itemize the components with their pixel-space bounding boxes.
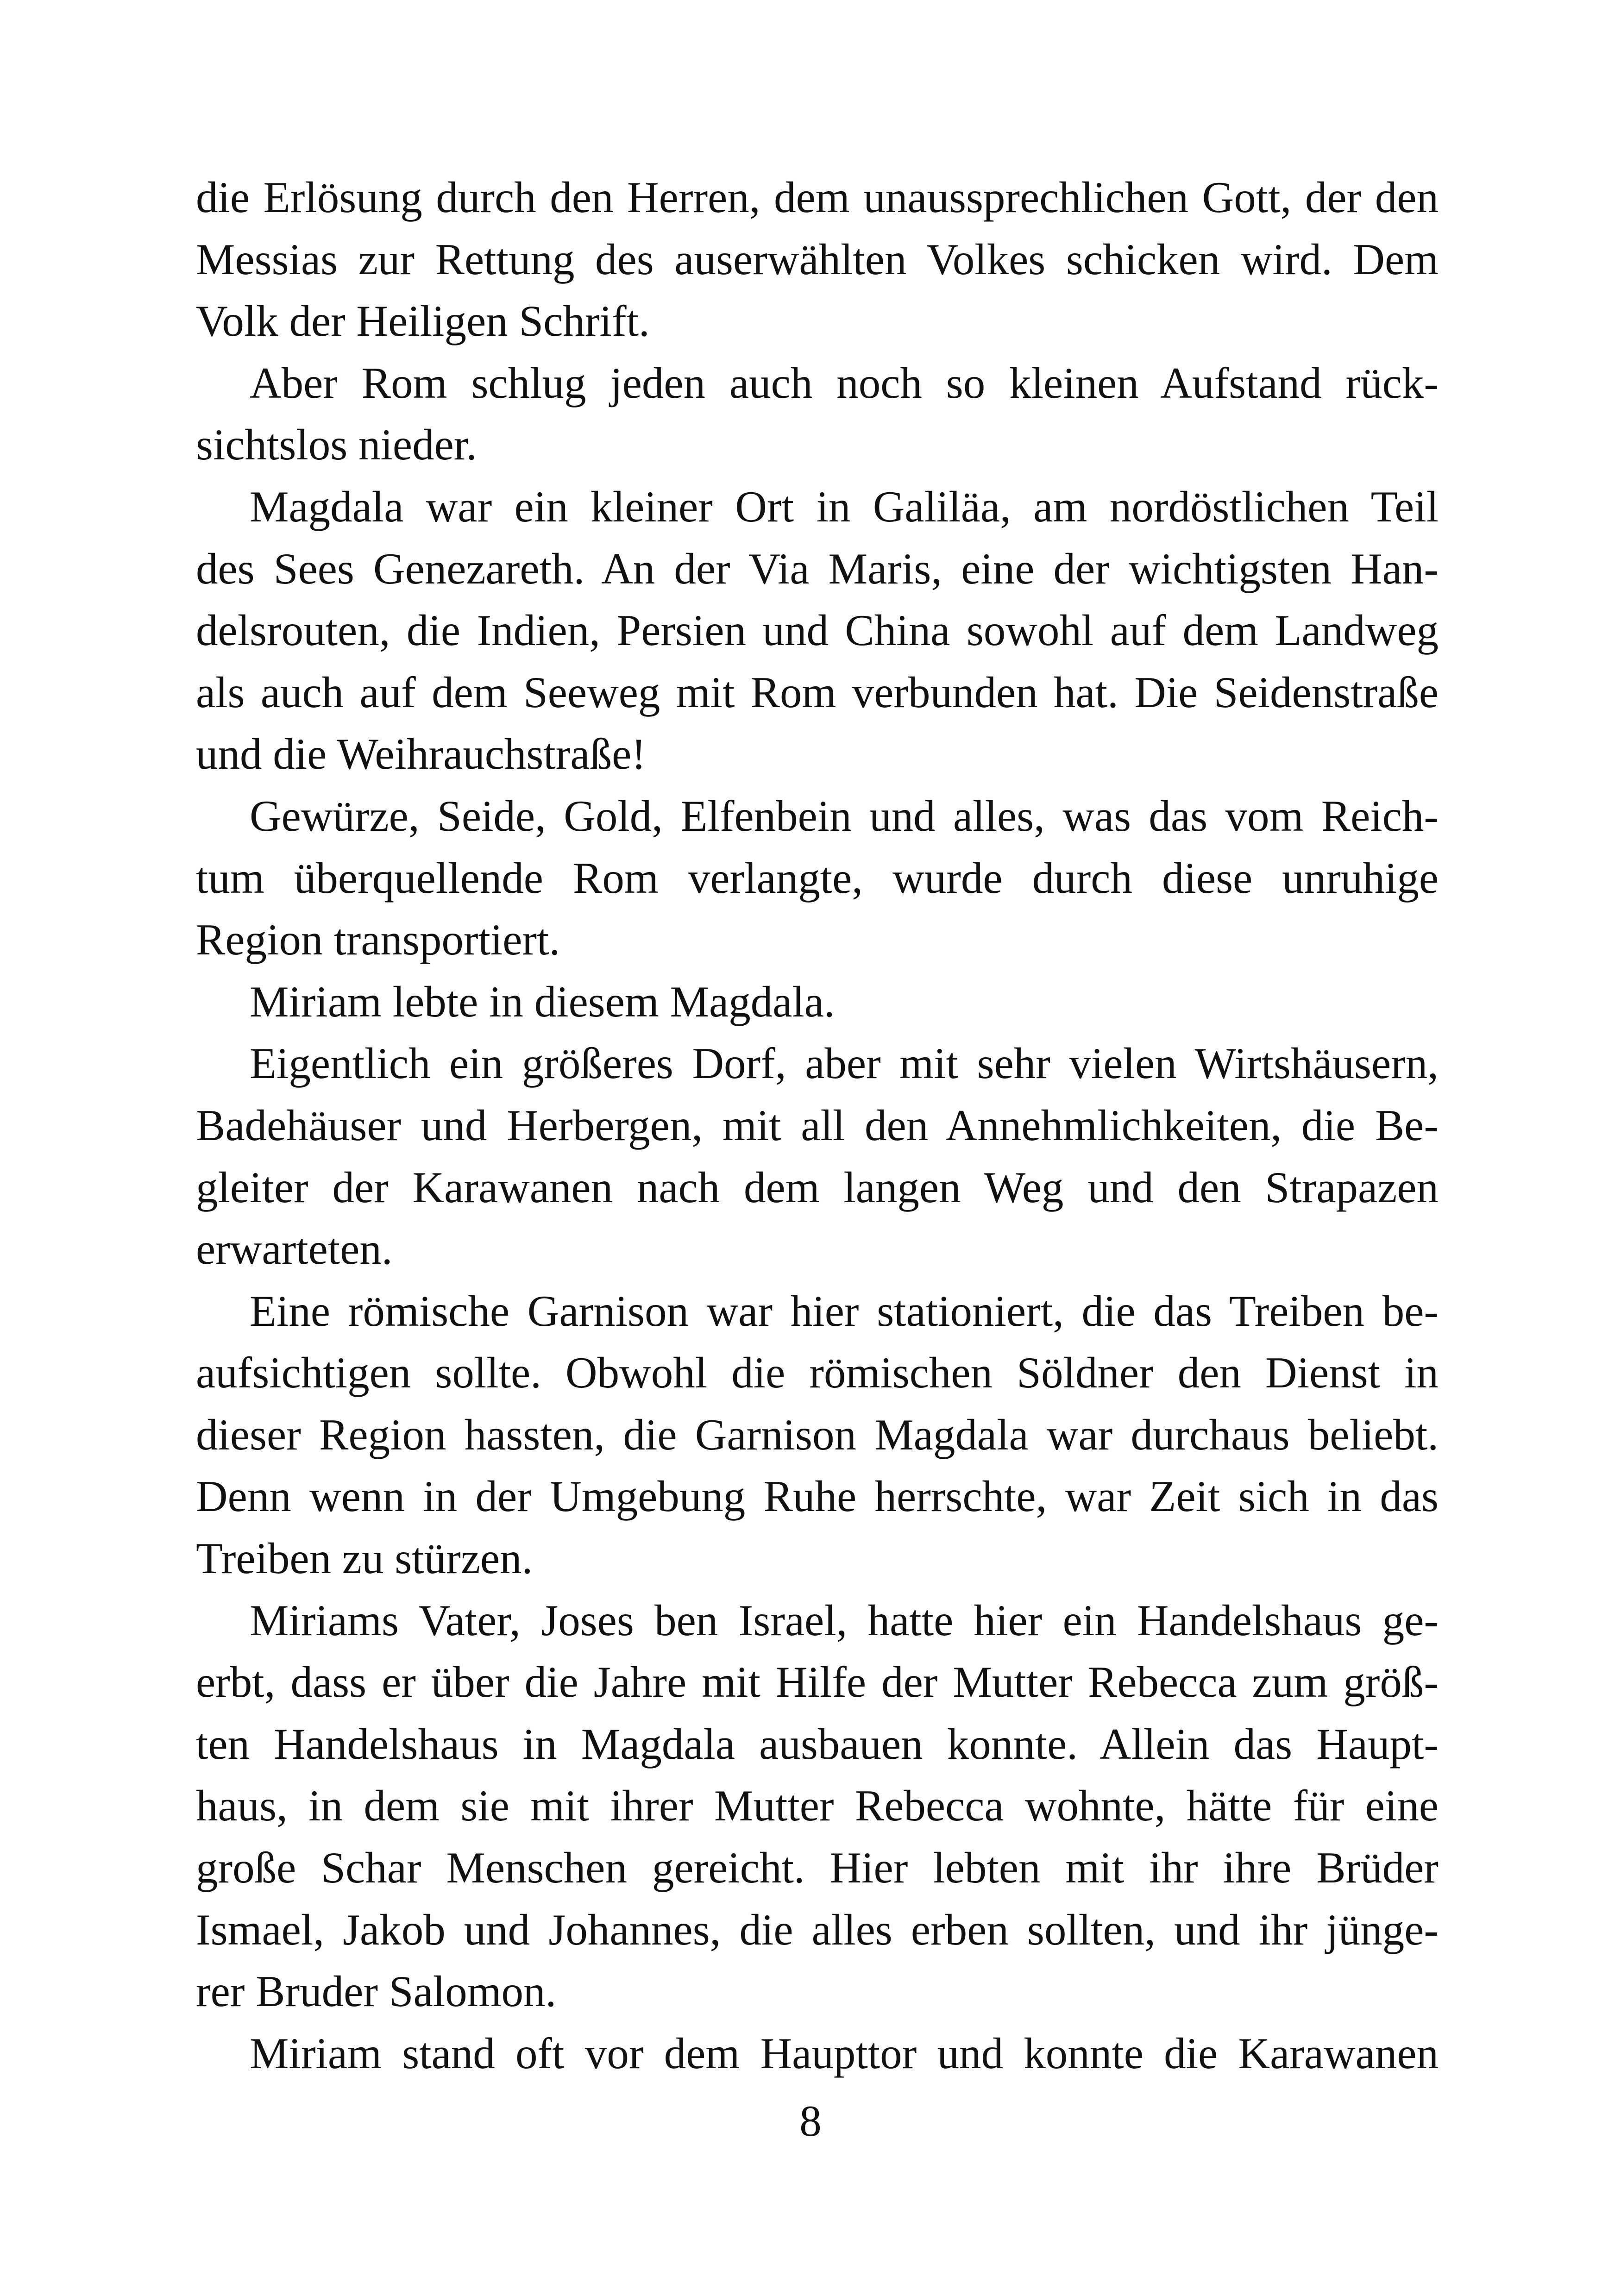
text-line: ten Handelshaus in Magdala ausbauen konnte. Allein das Haupt- [196, 1719, 1439, 1769]
text-line: tum überquellende Rom verlangte, wurde durch diese unruhige [196, 853, 1439, 903]
text-line: Gewürze, Seide, Gold, Elfenbein und alles, was das vom Reich- [250, 791, 1439, 841]
text-line: sichtslos nieder. [196, 420, 477, 470]
text-line: Eine römische Garnison war hier stationiert, die das Treiben be- [250, 1286, 1439, 1336]
text-line: Miriam stand oft vor dem Haupttor und konnte die Karawanen [250, 2028, 1439, 2078]
text-line: Treiben zu stürzen. [196, 1534, 533, 1583]
text-line: Eigentlich ein größeres Dorf, aber mit sehr vielen Wirtshäusern, [250, 1039, 1439, 1088]
page-number: 8 [799, 2096, 822, 2145]
text-line: des Sees Genezareth. An der Via Maris, eine der wichtigsten Han- [196, 544, 1439, 593]
text-line: Ismael, Jakob und Johannes, die alles erben sollten, und ihr jünge- [196, 1905, 1439, 1954]
text-line: und die Weihrauchstraße! [196, 729, 646, 779]
text-line: als auch auf dem Seeweg mit Rom verbunden hat. Die Seidenstraße [196, 667, 1439, 717]
text-line: dieser Region hassten, die Garnison Magdala war durchaus beliebt. [196, 1410, 1439, 1459]
text-line: delsrouten, die Indien, Persien und China sowohl auf dem Landweg [196, 606, 1439, 655]
text-line: Volk der Heiligen Schrift. [196, 296, 650, 346]
text-line: die Erlösung durch den Herren, dem unaussprechlichen Gott, der den [196, 173, 1439, 222]
body-text [196, 167, 1439, 2084]
text-line: Badehäuser und Herbergen, mit all den Annehmlichkeiten, die Be- [196, 1100, 1439, 1150]
text-line: erwarteten. [196, 1224, 393, 1274]
text-line: Region transportiert. [196, 915, 560, 965]
text-line: Magdala war ein kleiner Ort in Galiläa, am nordöstlichen Teil [250, 482, 1439, 531]
text-line: erbt, dass er über die Jahre mit Hilfe der Mutter Rebecca zum größ- [196, 1657, 1439, 1707]
text-line: aufsichtigen sollte. Obwohl die römischen Söldner den Dienst in [196, 1348, 1439, 1398]
text-line: rer Bruder Salomon. [196, 1967, 557, 2016]
text-line: gleiter der Karawanen nach dem langen Weg und den Strapazen [196, 1162, 1439, 1212]
text-line: Miriams Vater, Joses ben Israel, hatte hier ein Handelshaus ge- [250, 1595, 1439, 1645]
text-line: Aber Rom schlug jeden auch noch so kleinen Aufstand rück- [250, 358, 1439, 408]
text-line: Denn wenn in der Umgebung Ruhe herrschte, war Zeit sich in das [196, 1472, 1439, 1521]
text-line: Messias zur Rettung des auserwählten Volkes schicken wird. Dem [196, 234, 1439, 284]
text-line: Miriam lebte in diesem Magdala. [250, 977, 835, 1026]
text-line: haus, in dem sie mit ihrer Mutter Rebecca wohnte, hätte für eine [196, 1781, 1439, 1831]
text-line: große Schar Menschen gereicht. Hier lebten mit ihr ihre Brüder [196, 1843, 1439, 1893]
